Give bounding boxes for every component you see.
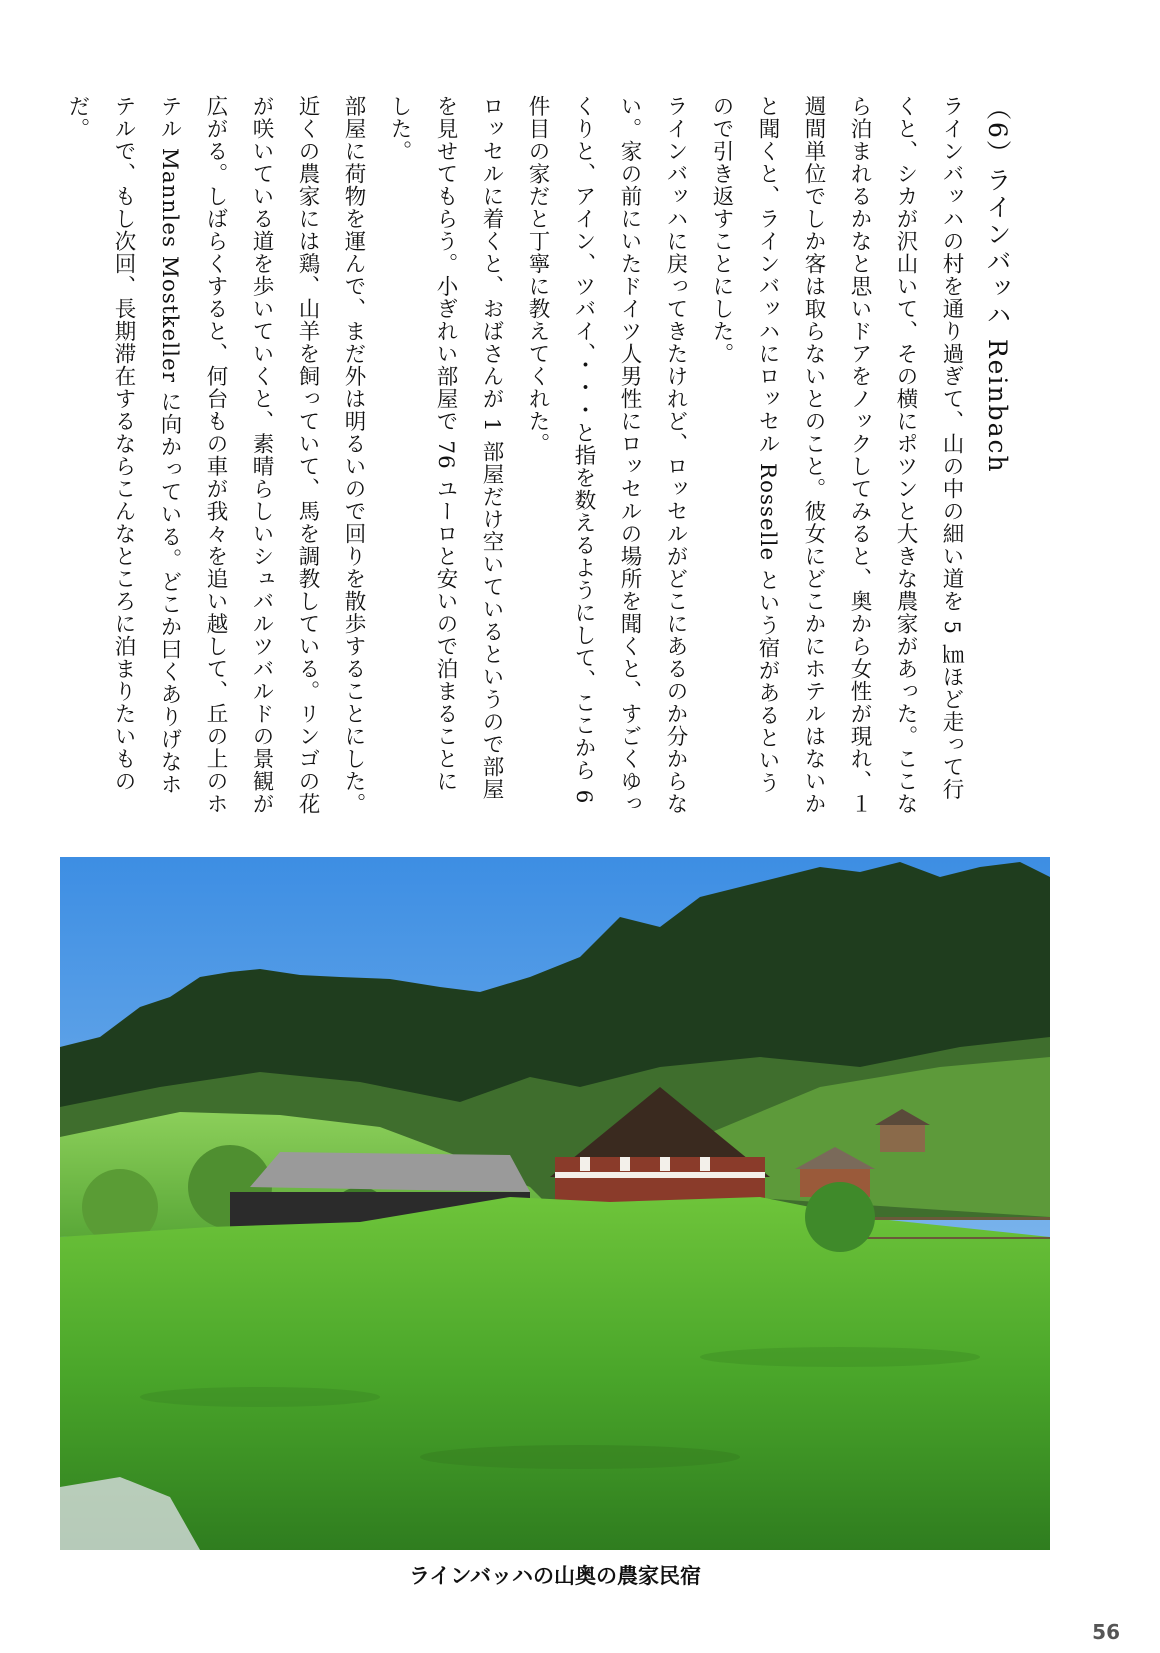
section-heading: （6）ラインバッハ Reinbach xyxy=(983,95,1012,474)
farmhouse-landscape-photo xyxy=(60,857,1050,1550)
page-number: 56 xyxy=(1092,1620,1120,1644)
photo-caption: ラインバッハの山奥の農家民宿 xyxy=(409,1564,701,1588)
paragraph: ラインバッハの村を通り過ぎて、山の中の細い道を 5 ㎞ほど走って行くと、シカが沢山いて、その横にポツンと大きな農家があった。ここなら泊まれるかなと思いドアをノックしてみると、奥から女性が現れ、１週間単位でしか客は取らないとのこと。彼女にどこかにホテルはないかと聞くと、ラインバッハにロッセル Rosselle という宿があるというので引き返すことにした。 xyxy=(709,95,964,815)
paragraph: ロッセルに着くと、おばさんが 1 部屋だけ空いているというので部屋を見せてもらう。小ぎれい部屋で 76 ユーロと安いので泊まることにした。 xyxy=(387,95,504,801)
article-body xyxy=(65,95,1020,815)
paragraph: ラインバッハに戻ってきたけれど、ロッセルがどこにあるのか分からない。家の前にいたドイツ人男性にロッセルの場所を聞くと、すごくゆっくりと、アイン、ツバイ、・・・と指を数えるようにして、ここから 6 件目の家だと丁寧に教えてくれた。 xyxy=(525,95,688,815)
paragraph: 部屋に荷物を運んで、まだ外は明るいので回りを散歩することにした。近くの農家には鶏、山羊を飼っていて、馬を調教している。リンゴの花が咲いている道を歩いていくと、素晴らしいシュバルツバルドの景観が広がる。しばらくすると、何台もの車が我々を追い越して、丘の上のホテル Mannles Mostkeller に向かっている。どこか曰くありげなホテルで、もし次回、長期滞在するならこんなところに泊まりたいものだ。 xyxy=(65,95,366,815)
